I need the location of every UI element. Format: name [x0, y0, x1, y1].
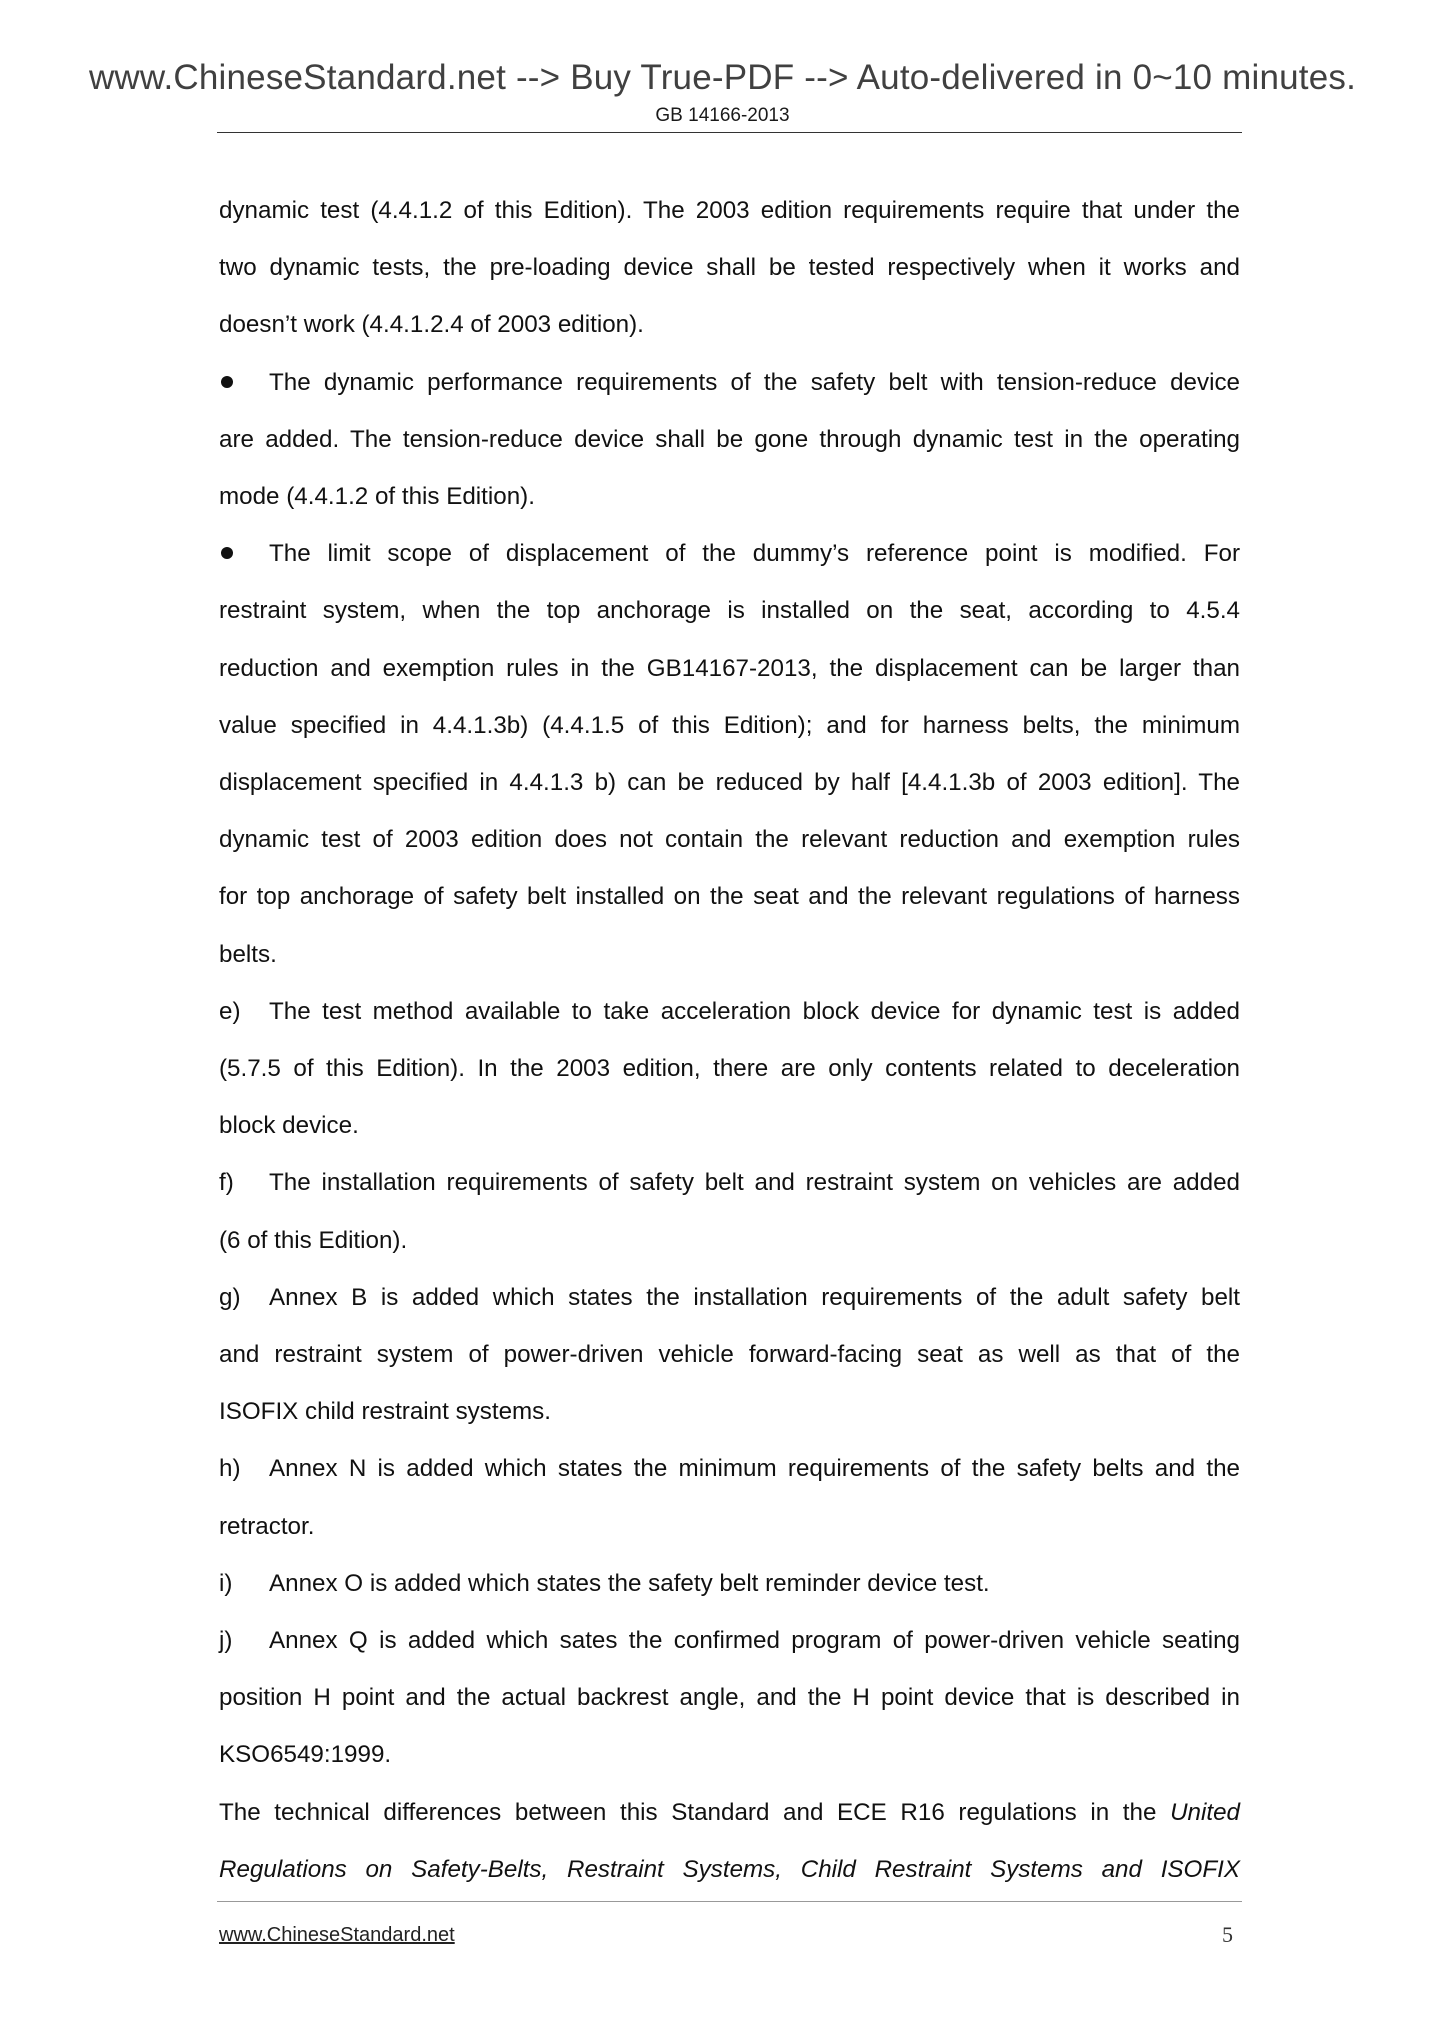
text-line: dynamic test (4.4.1.2 of this Edition). The 2003 edition requirements require that under the: [219, 197, 1240, 224]
list-label: e): [219, 997, 241, 1025]
text-line: Annex N is added which states the minimum requirements of the safety belts and the: [269, 1455, 1240, 1483]
text-line: two dynamic tests, the pre-loading device shall be tested respectively when it works and: [219, 254, 1240, 282]
text-line: are added. The tension-reduce device shall be gone through dynamic test in the operating: [219, 425, 1240, 453]
list-item-f: [219, 1154, 1240, 1211]
text-line: and restraint system of power-driven vehicle forward-facing seat as well as that of the: [219, 1341, 1240, 1369]
italic-title-fragment: Regulations on Safety-Belts, Restraint Systems, Child Restraint Systems and ISOFIX: [219, 1855, 1240, 1883]
document-body: [219, 182, 1240, 1898]
text-line: The test method available to take acceleration block device for dynamic test is added: [269, 997, 1240, 1025]
closing-paragraph-line: [219, 1841, 1240, 1898]
text-line: position H point and the actual backrest angle, and the H point device that is described in: [219, 1684, 1240, 1712]
text-line: Annex Q is added which sates the confirmed program of power-driven vehicle seating: [269, 1627, 1240, 1655]
bullet-item: [219, 354, 1240, 411]
text-line: The limit scope of displacement of the dummy’s reference point is modified. For: [269, 540, 1240, 568]
list-label: h): [219, 1455, 241, 1483]
bullet-item: [219, 525, 1240, 582]
text-line: Annex O is added which states the safety belt reminder device test.: [269, 1569, 990, 1597]
list-label: i): [219, 1569, 233, 1597]
list-item-i: [219, 1555, 1240, 1612]
text-line: Annex B is added which states the installation requirements of the adult safety belt: [269, 1283, 1240, 1311]
text-line: (6 of this Edition).: [219, 1226, 408, 1254]
text-line: mode (4.4.1.2 of this Edition).: [219, 483, 535, 511]
text-line: (5.7.5 of this Edition). In the 2003 edition, there are only contents related to deceleration: [219, 1055, 1240, 1083]
list-label: g): [219, 1283, 241, 1311]
text-line: displacement specified in 4.4.1.3 b) can be reduced by half [4.4.1.3b of 2003 edition]. The: [219, 769, 1240, 797]
text-line: doesn’t work (4.4.1.2.4 of 2003 edition).: [219, 311, 644, 339]
text-line: KSO6549:1999.: [219, 1741, 392, 1769]
text-line: block device.: [219, 1112, 359, 1140]
italic-title-fragment: United: [1170, 1798, 1240, 1826]
bullet-dot-icon: [221, 376, 233, 388]
footer-rule: [217, 1901, 1242, 1902]
header-rule: [217, 132, 1242, 133]
text-line: The technical differences between this Standard and ECE R16 regulations in the: [219, 1798, 1157, 1826]
text-line: belts.: [219, 940, 277, 968]
bullet-dot-icon: [221, 547, 233, 559]
source-banner: www.ChineseStandard.net --> Buy True-PDF --> Auto-delivered in 0~10 minutes.: [88, 58, 1357, 97]
list-item-j: [219, 1612, 1240, 1669]
text-line: value specified in 4.4.1.3b) (4.4.1.5 of this Edition); and for harness belts, the minimum: [219, 711, 1240, 739]
text-line: The dynamic performance requirements of the safety belt with tension-reduce device: [269, 368, 1240, 396]
list-label: f): [219, 1169, 234, 1197]
text-line: retractor.: [219, 1512, 315, 1540]
closing-paragraph-line: [219, 1784, 1240, 1841]
page-number: 5: [1222, 1922, 1233, 1947]
text-line: reduction and exemption rules in the GB14167-2013, the displacement can be larger than: [219, 654, 1240, 682]
text-line: restraint system, when the top anchorage is installed on the seat, according to 4.5.4: [219, 597, 1240, 625]
list-item-g: [219, 1269, 1240, 1326]
footer-link[interactable]: www.ChineseStandard.net: [219, 1924, 455, 1946]
list-item-h: [219, 1440, 1240, 1497]
text-line: dynamic test of 2003 edition does not contain the relevant reduction and exemption rules: [219, 826, 1240, 854]
text-line: for top anchorage of safety belt installed on the seat and the relevant regulations of harness: [219, 883, 1240, 911]
list-label: j): [219, 1627, 233, 1655]
standard-code-header: GB 14166-2013: [655, 105, 790, 126]
text-line: ISOFIX child restraint systems.: [219, 1398, 551, 1426]
list-item-e: [219, 983, 1240, 1040]
text-line: The installation requirements of safety belt and restraint system on vehicles are added: [269, 1169, 1240, 1197]
